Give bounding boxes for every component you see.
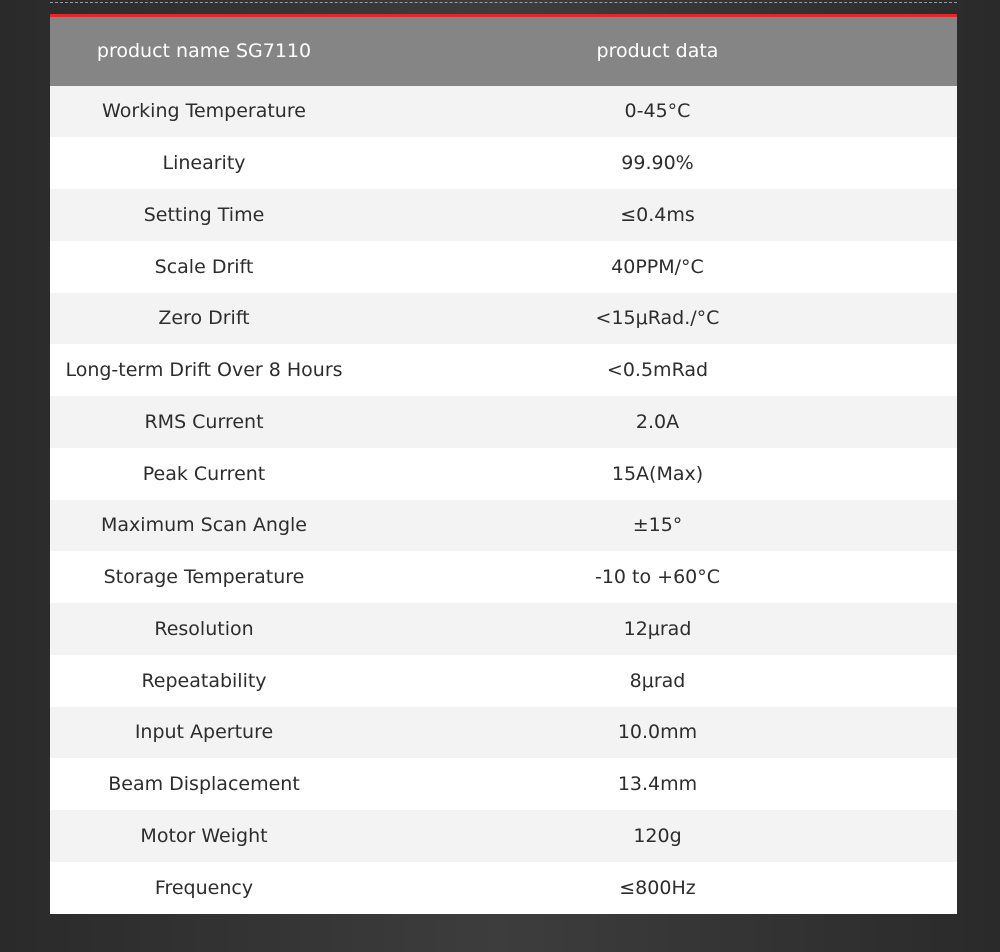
spec-name-cell: Linearity	[162, 152, 246, 175]
table-row	[50, 603, 957, 655]
spec-name-cell: Peak Current	[142, 462, 266, 485]
spec-value-cell: 12μrad	[623, 617, 692, 640]
spec-value-cell: 13.4mm	[617, 773, 698, 796]
table-row	[50, 707, 957, 759]
spec-value-cell: -10 to +60°C	[594, 566, 721, 589]
table-row	[50, 396, 957, 448]
dashed-divider	[50, 2, 957, 3]
header-product-name: product name SG7110	[96, 40, 312, 63]
table-row	[50, 862, 957, 914]
spec-value-cell: <15μRad./°C	[595, 307, 720, 330]
spec-value-cell: ≤800Hz	[619, 876, 696, 899]
spec-value-cell: 10.0mm	[617, 721, 698, 744]
spec-name-cell: Zero Drift	[158, 307, 250, 330]
spec-name-cell: Input Aperture	[134, 721, 274, 744]
table-header-row	[50, 16, 957, 86]
table-row	[50, 655, 957, 707]
spec-value-cell: 0-45°C	[624, 100, 691, 123]
table-row	[50, 758, 957, 810]
table-body	[50, 86, 957, 914]
spec-name-cell: Long-term Drift Over 8 Hours	[65, 359, 343, 382]
spec-name-cell: Working Temperature	[102, 100, 306, 123]
spec-value-cell: ±15°	[632, 514, 683, 537]
spec-value-cell: <0.5mRad	[606, 359, 709, 382]
table-row	[50, 86, 957, 138]
spec-value-cell: 40PPM/°C	[611, 255, 704, 278]
table-row	[50, 810, 957, 862]
spec-value-cell: 8μrad	[629, 669, 686, 692]
spec-value-cell: 2.0A	[635, 410, 680, 433]
spec-table	[50, 14, 957, 914]
table-row	[50, 293, 957, 345]
table-row	[50, 448, 957, 500]
spec-name-cell: Scale Drift	[154, 255, 254, 278]
spec-name-cell: Maximum Scan Angle	[101, 514, 307, 537]
table-row	[50, 344, 957, 396]
spec-value-cell: 120g	[633, 824, 682, 847]
table-row	[50, 241, 957, 293]
spec-name-cell: Setting Time	[143, 203, 265, 226]
table-row	[50, 500, 957, 552]
spec-value-cell: 99.90%	[621, 152, 694, 175]
table-row	[50, 137, 957, 189]
spec-value-cell: ≤0.4ms	[620, 203, 695, 226]
spec-name-cell: Motor Weight	[140, 824, 268, 847]
spec-name-cell: Beam Displacement	[108, 773, 300, 796]
spec-name-cell: RMS Current	[144, 410, 264, 433]
table-row	[50, 551, 957, 603]
spec-value-cell: 15A(Max)	[611, 462, 704, 485]
spec-name-cell: Resolution	[154, 617, 254, 640]
spec-name-cell: Repeatability	[141, 669, 267, 692]
header-product-data: product data	[596, 40, 719, 63]
table-row	[50, 189, 957, 241]
spec-name-cell: Storage Temperature	[103, 566, 305, 589]
spec-name-cell: Frequency	[154, 876, 254, 899]
